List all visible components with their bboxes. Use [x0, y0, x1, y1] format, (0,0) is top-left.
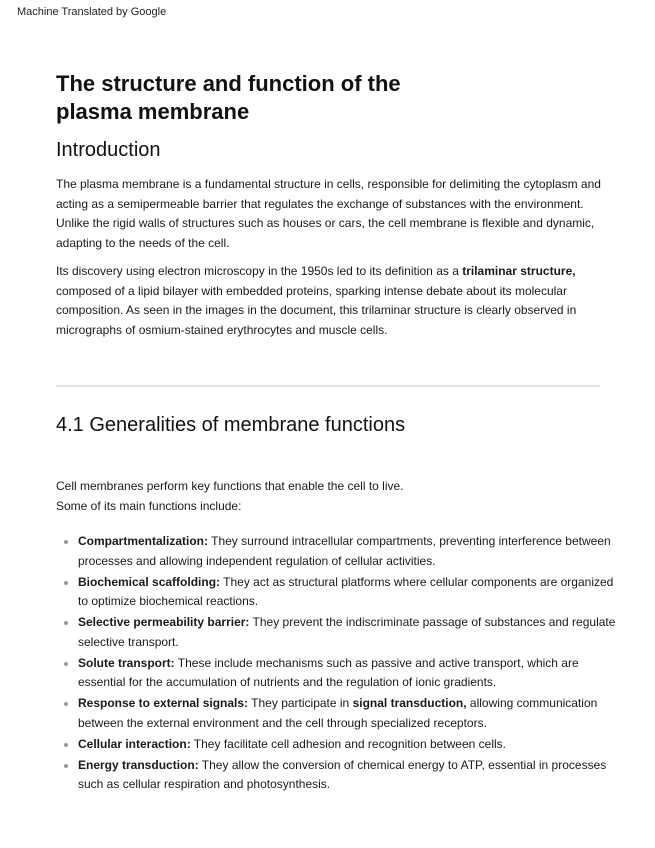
function-text: They act as structural platforms where cellular components are organized to optimize biochemical reactions.: [78, 574, 614, 608]
bullet-dot-icon: [64, 662, 68, 666]
section-divider: [56, 385, 600, 387]
list-item: [56, 573, 616, 612]
list-item: [56, 532, 616, 571]
intro-p2-text-after: composed of a lipid bilayer with embedded proteins, sparking intense debate about its molecular composition. As seen in the images in the document, this trilaminar structure is clearly observed in micrographs of osmium-stained erythrocytes and muscle cells.: [56, 283, 577, 337]
function-term: Cellular interaction:: [78, 736, 191, 751]
function-text-continued: allowing communication between the external environment and the cell through specialized receptors.: [78, 696, 598, 730]
page-title: The structure and function of the plasma membrane: [56, 71, 401, 124]
function-text: They facilitate cell adhesion and recognition between cells.: [190, 736, 506, 751]
list-item: [56, 756, 616, 795]
function-term: Energy transduction:: [78, 757, 199, 772]
bullet-dot-icon: [64, 702, 68, 706]
intro-paragraph-2: [56, 262, 616, 340]
bullet-dot-icon: [64, 540, 68, 544]
function-bold-term: signal transduction,: [352, 696, 467, 710]
bullet-dot-icon: [64, 743, 68, 747]
function-term: Solute transport:: [78, 655, 175, 670]
function-text: They prevent the indiscriminate passage of substances and regulate selective transport.: [78, 615, 616, 649]
function-term: Selective permeability barrier:: [78, 615, 250, 629]
intro-heading: Introduction: [56, 139, 161, 161]
section-lead-line-2: Some of its main functions include:: [56, 498, 242, 513]
section-lead: [56, 477, 616, 516]
function-term: Biochemical scaffolding:: [78, 574, 221, 589]
function-text: They participate in: [248, 696, 353, 710]
intro-p2-text-before: Its discovery using electron microscopy in the 1950s led to its definition as a: [56, 264, 463, 278]
list-item: [56, 654, 616, 693]
document-body: [56, 70, 616, 796]
function-term: Response to external signals:: [78, 696, 249, 710]
intro-p2-bold-term: trilaminar structure,: [462, 264, 576, 278]
list-item: [56, 735, 616, 755]
bullet-dot-icon: [64, 621, 68, 625]
section-lead-line-1: Cell membranes perform key functions that enable the cell to live.: [56, 479, 404, 493]
function-text: They allow the conversion of chemical energy to ATP, essential in processes such as cellular respiration and photosynthesis.: [78, 757, 607, 791]
functions-list: [56, 532, 616, 795]
list-item: [56, 613, 616, 652]
bullet-dot-icon: [64, 581, 68, 585]
intro-paragraph-1: The plasma membrane is a fundamental structure in cells, responsible for delimiting the cytoplasm and acting as a semipermeable barrier that regulates the exchange of substances with the environment. Unlike the rigid walls of structures such as houses or cars, the cell membrane is flexible and dynamic, adapting to the needs of the cell.: [56, 177, 601, 250]
section-heading: 4.1 Generalities of membrane functions: [56, 414, 406, 436]
machine-translation-banner: Machine Translated by Google: [17, 6, 167, 18]
function-text: They surround intracellular compartments, preventing interference between processes and allowing independent regulation of cellular activities.: [78, 534, 611, 568]
function-text: These include mechanisms such as passive and active transport, which are essential for the accumulation of nutrients and the regulation of ionic gradients.: [78, 655, 579, 689]
list-item: [56, 694, 616, 733]
function-term: Compartmentalization:: [78, 534, 209, 548]
bullet-dot-icon: [64, 764, 68, 768]
